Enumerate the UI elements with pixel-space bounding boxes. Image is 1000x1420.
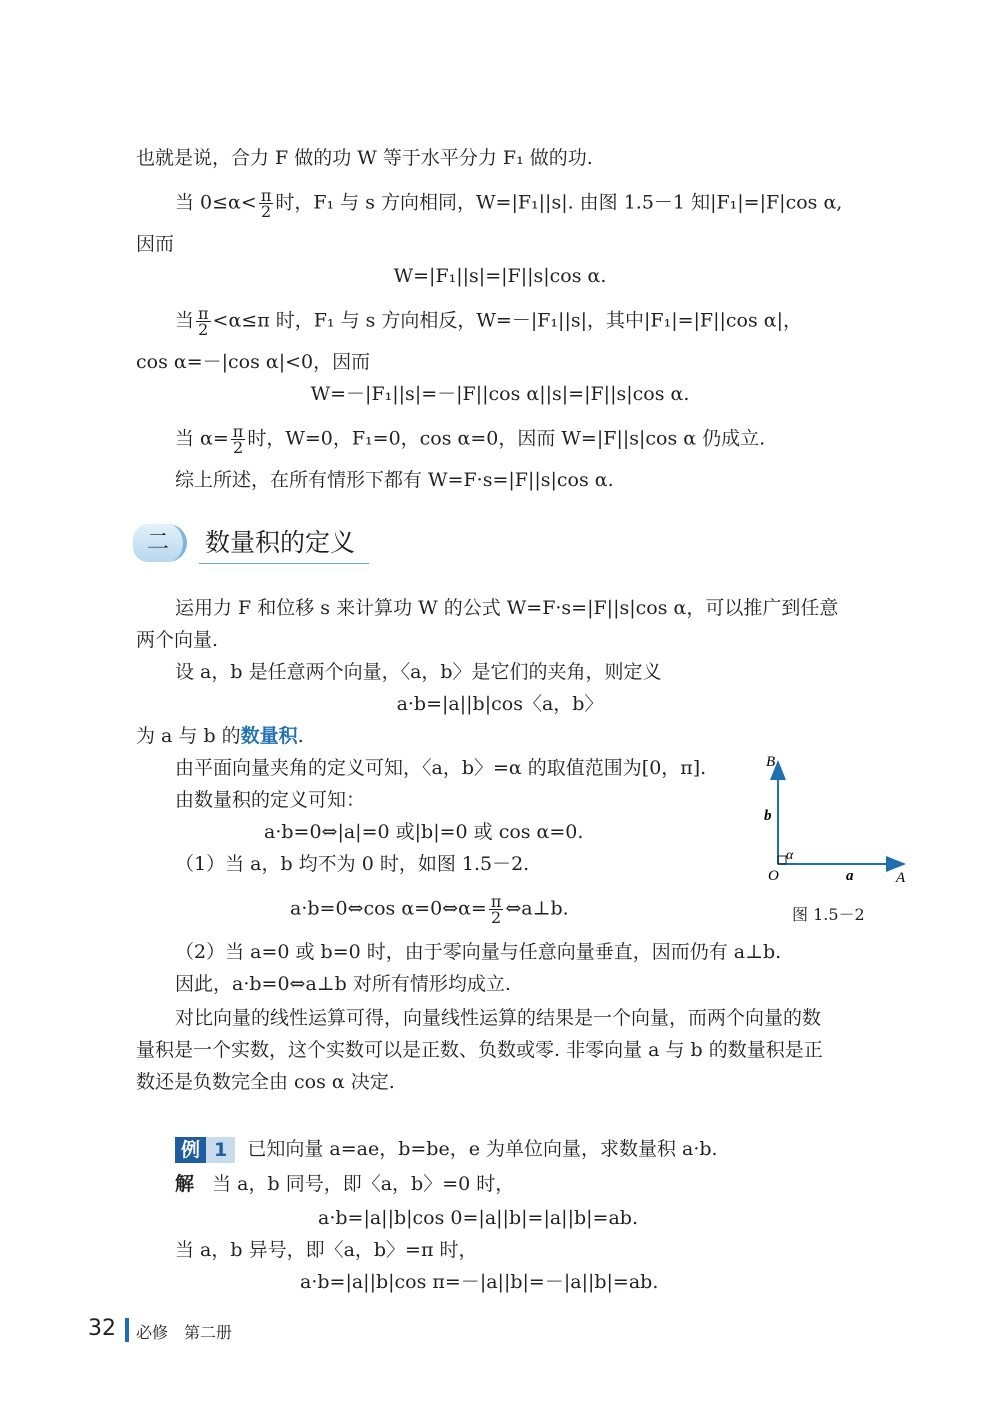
solution-line	[175, 1172, 514, 1196]
fraction-denominator: 2	[260, 202, 272, 221]
section-underline	[199, 563, 369, 564]
formula-line: a·b=|a||b|cos π=－|a||b|=－|a||b|=ab.	[300, 1271, 659, 1293]
text-fragment: <α≤π 时，F₁ 与 s 方向相反，W=－|F₁||s|，其中|F₁|=|F||cos α|，	[212, 309, 803, 332]
solution-line: 当 a，b 异号，即〈a，b〉=π 时，	[175, 1239, 478, 1261]
text-fragment: 为 a 与 b 的	[136, 725, 241, 747]
section-number-badge: 二	[133, 524, 187, 562]
text-line: 也就是说，合力 F 做的功 W 等于水平分力 F₁ 做的功.	[136, 147, 593, 169]
label-vector-a: a	[846, 868, 854, 884]
text-line	[136, 724, 304, 748]
text-line: 因此，a·b=0⇔a⊥b 对所有情形均成立.	[175, 973, 511, 995]
fraction-numerator: π	[232, 422, 244, 441]
right-angle-mark	[778, 856, 786, 864]
formula-line: W=|F₁||s|=|F||s|cos α.	[393, 265, 607, 287]
example-badge: 例	[175, 1137, 206, 1163]
text-line: 数还是负数完全由 cos α 决定.	[136, 1071, 395, 1093]
formula-line: a·b=0⇔|a|=0 或|b|=0 或 cos α=0.	[264, 821, 584, 843]
text-line: cos α=－|cos α|<0，因而	[136, 351, 371, 373]
label-vector-b: b	[764, 808, 772, 824]
text-fragment: a·b=0⇔cos α=0⇔α=	[290, 897, 487, 920]
fraction-pi-over-2	[489, 894, 504, 925]
text-fragment: ⇔a⊥b.	[505, 897, 569, 920]
figure-caption: 图 1.5－2	[792, 905, 865, 924]
text-fragment: 当	[175, 309, 195, 332]
formula-line	[290, 894, 569, 925]
example-number: 1	[206, 1137, 235, 1163]
text-line: （2）当 a=0 或 b=0 时，由于零向量与任意向量垂直，因而仍有 a⊥b.	[175, 941, 782, 963]
fraction-pi-over-2	[231, 424, 246, 455]
text-fragment: 当 α=	[175, 427, 229, 450]
text-fragment: 当 a，b 同号，即〈a，b〉=0 时，	[212, 1173, 515, 1195]
label-angle-alpha: α	[786, 848, 794, 863]
question-text: 已知向量 a=ae，b=be，e 为单位向量，求数量积 a·b.	[247, 1138, 718, 1160]
text-fragment: 时，W=0，F₁=0，cos α=0，因而 W=|F||s|cos α 仍成立.	[247, 427, 766, 450]
defined-term: 数量积	[240, 725, 298, 747]
label-point-b: B	[766, 754, 776, 770]
fraction-numerator: π	[490, 892, 502, 911]
fraction-pi-over-2	[259, 188, 274, 219]
formula-line: a·b=|a||b|cos〈a，b〉	[396, 693, 604, 715]
text-line: 量积是一个实数，这个实数可以是正数、负数或零. 非零向量 a 与 b 的数量积是正	[136, 1039, 823, 1061]
vector-diagram	[750, 752, 920, 902]
text-fragment: 时，F₁ 与 s 方向相同，W=|F₁||s|. 由图 1.5－1 知|F₁|=|F|cos α,	[275, 191, 843, 214]
label-origin-o: O	[768, 868, 779, 884]
text-line	[175, 424, 765, 455]
formula-line: W=－|F₁||s|=－|F||cos α||s|=|F||s|cos α.	[310, 383, 690, 405]
text-line: 设 a，b 是任意两个向量，〈a，b〉是它们的夹角，则定义	[175, 661, 662, 683]
fraction-denominator: 2	[232, 438, 244, 457]
text-fragment: .	[297, 725, 304, 747]
text-fragment: 当 0≤α<	[175, 191, 257, 214]
text-line	[175, 188, 842, 219]
text-line: 由数量积的定义可知：	[175, 789, 366, 811]
formula-line: a·b=|a||b|cos 0=|a||b|=|a||b|=ab.	[318, 1207, 638, 1229]
text-line	[175, 306, 802, 337]
text-line: 由平面向量夹角的定义可知，〈a，b〉=α 的取值范围为[0，π].	[175, 757, 707, 779]
fraction-pi-over-2	[196, 306, 211, 337]
section-heading	[133, 520, 373, 570]
fraction-numerator: π	[260, 186, 272, 205]
example-question	[175, 1136, 718, 1163]
text-line: 综上所述，在所有情形下都有 W=F·s=|F||s|cos α.	[175, 469, 614, 491]
text-line: 对比向量的线性运算可得，向量线性运算的结果是一个向量，而两个向量的数	[175, 1007, 822, 1029]
fraction-denominator: 2	[198, 320, 209, 339]
text-line: 运用力 F 和位移 s 来计算功 W 的公式 W=F·s=|F||s|cos α，可以推广到任意	[175, 597, 839, 619]
page-number: 32	[88, 1316, 116, 1341]
solution-label: 解	[175, 1173, 195, 1195]
section-title: 数量积的定义	[205, 528, 356, 557]
fraction-numerator: π	[198, 304, 209, 323]
text-line: （1）当 a，b 均不为 0 时，如图 1.5－2.	[175, 853, 530, 875]
text-line: 两个向量.	[136, 629, 219, 651]
footer-divider	[125, 1318, 129, 1342]
label-point-a: A	[896, 870, 906, 886]
text-line: 因而	[136, 233, 175, 255]
fraction-denominator: 2	[491, 908, 502, 927]
book-title: 必修 第二册	[136, 1323, 233, 1342]
